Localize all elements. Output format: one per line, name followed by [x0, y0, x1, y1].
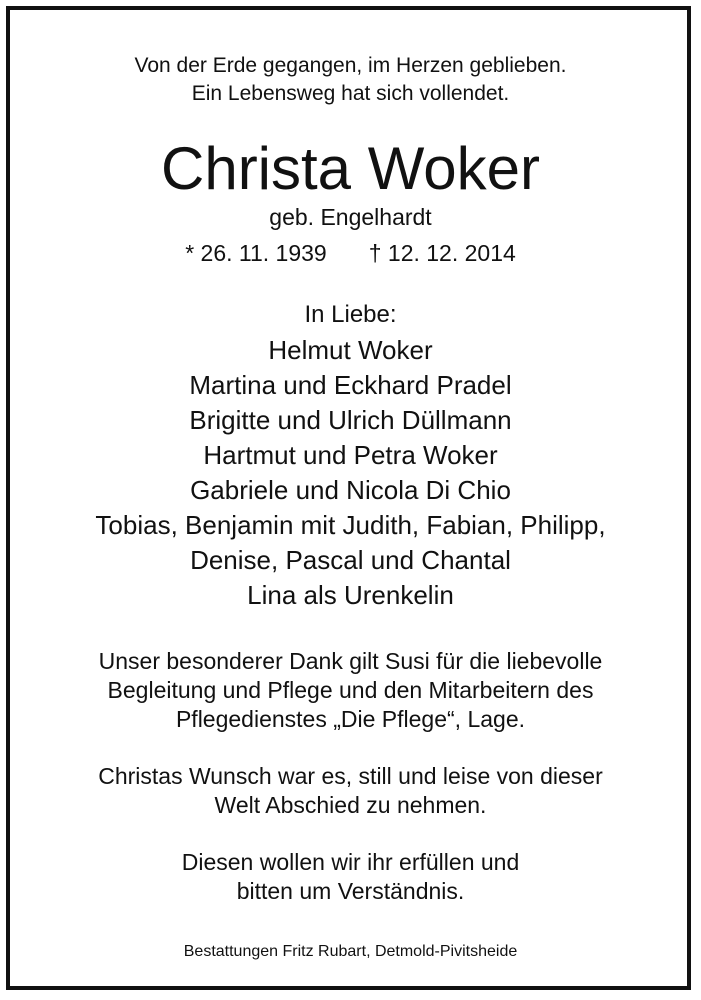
mourner-line: Hartmut und Petra Woker: [203, 440, 498, 470]
thanks-line-1: Unser besonderer Dank gilt Susi für die liebevolle: [98, 648, 603, 674]
mourner-line: Gabriele und Nicola Di Chio: [190, 475, 511, 505]
birth-date: * 26. 11. 1939: [185, 240, 327, 266]
closing-line-2: bitten um Verständnis.: [236, 878, 465, 904]
life-dates: [0, 242, 701, 265]
undertaker-credit: Bestattungen Fritz Rubart, Detmold-Pivitsheide: [183, 943, 518, 960]
mourner-line: Martina und Eckhard Pradel: [189, 370, 512, 400]
intro-line-2: Ein Lebensweg hat sich vollendet.: [191, 82, 510, 105]
closing-line-1: Diesen wollen wir ihr erfüllen und: [181, 849, 520, 875]
mourners-heading: In Liebe:: [304, 301, 397, 328]
wish-line-2: Welt Abschied zu nehmen.: [214, 792, 487, 818]
mourner-line: Brigitte und Ulrich Düllmann: [189, 405, 512, 435]
wish-line-1: Christas Wunsch war es, still und leise von dieser: [98, 763, 603, 789]
mourner-line: Helmut Woker: [268, 335, 433, 365]
thanks-line-3: Pflegedienstes „Die Pflege“, Lage.: [175, 706, 526, 732]
mourner-line: Lina als Urenkelin: [247, 580, 454, 610]
death-date: † 12. 12. 2014: [368, 240, 516, 266]
mourner-line: Denise, Pascal und Chantal: [190, 545, 511, 575]
deceased-name: Christa Woker: [161, 135, 540, 202]
thanks-line-2: Begleitung und Pflege und den Mitarbeitern des: [107, 677, 594, 703]
intro-line-1: Von der Erde gegangen, im Herzen geblieben.: [134, 54, 567, 77]
birth-name: geb. Engelhardt: [269, 204, 432, 230]
mourner-line: Tobias, Benjamin mit Judith, Fabian, Philipp,: [95, 510, 606, 540]
